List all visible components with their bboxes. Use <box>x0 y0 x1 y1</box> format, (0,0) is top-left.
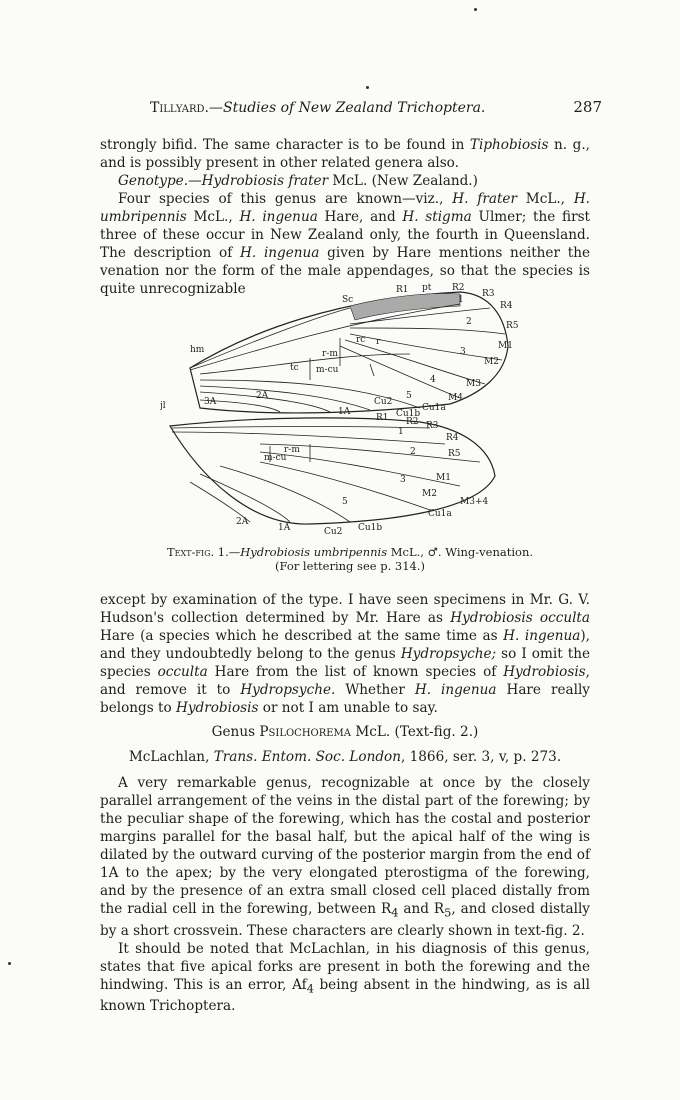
label-r4: R4 <box>500 301 513 311</box>
label-2a: 2A <box>256 391 269 401</box>
paragraph: Four species of this genus are known—viz., H. frater McL., H. umbripennis McL., H. ingenua Hare, and H. stigma Ulmer; the first three of these occur in New Zealand only, the fourth in Queensland. The description of H. ingenua given by Hare mentions neither the venation nor the form of the male appendages, so that the species is quite unrecognizable <box>100 191 591 297</box>
text-block-bottom <box>100 774 590 1015</box>
label-cell-3: 3 <box>460 347 466 357</box>
label-tc: tc <box>290 363 299 373</box>
header-author: Tillyard. <box>150 100 209 116</box>
hind-label-cell-3: 3 <box>400 475 406 485</box>
label-r-m: r-m <box>322 349 338 359</box>
hind-label-cu2: Cu2 <box>324 527 343 537</box>
wing-venation-figure <box>160 276 520 546</box>
hind-label-m-cu: m-cu <box>264 453 287 463</box>
text-block-top <box>100 136 590 298</box>
genotype-line: Genotype.—Hydrobiosis frater McL. (New Zealand.) <box>118 173 478 189</box>
hind-label-m1: M1 <box>436 473 451 483</box>
label-rc: rc <box>356 335 366 345</box>
label-r2: R2 <box>452 283 465 293</box>
hindwing-veins <box>172 427 480 523</box>
hind-label-m2: M2 <box>422 489 437 499</box>
label-m-cu: m-cu <box>316 365 339 375</box>
label-jl: jl <box>160 401 166 411</box>
label-m4: M4 <box>448 393 463 403</box>
hind-label-cu1b: Cu1b <box>358 523 383 533</box>
paragraph: strongly bifid. The same character is to be found in Tiphobiosis n. g., and is possibly present in other related genera also. <box>100 137 591 171</box>
text-block-middle <box>100 591 590 717</box>
label-cu1b: Cu1b <box>396 409 421 419</box>
label-r: r <box>376 337 381 347</box>
print-speck <box>366 86 369 89</box>
label-r1: R1 <box>396 285 409 295</box>
hind-label-r3: R3 <box>426 421 439 431</box>
hind-label-cell-1: 1 <box>398 427 404 437</box>
label-cell-2: 2 <box>466 317 472 327</box>
label-r5: R5 <box>506 321 519 331</box>
label-cell-4: 4 <box>430 375 436 385</box>
print-speck <box>8 962 11 965</box>
label-hm: hm <box>190 345 205 355</box>
label-cell-1: 1 <box>458 295 464 305</box>
label-1a: 1A <box>338 407 351 417</box>
hind-label-r5: R5 <box>448 449 461 459</box>
paragraph: except by examination of the type. I have seen specimens in Mr. G. V. Hudson's collection determined by Mr. Hare as Hydrobiosis occulta Hare (a species which he described at the same time as H. ingenua), and they undoubtedly belong to the genus Hydropsyche; so I omit the species occulta Hare from the list of known species of Hydrobiosis, and remove it to Hydropsyche. Whether H. ingenua Hare really belongs to Hydrobiosis or not I am unable to say. <box>100 592 590 716</box>
paragraph: It should be noted that McLachlan, in his diagnosis of this genus, states that five apical forks are present in both the forewing and the hindwing. This is an error, $Af_4$ being absent in the hindwing, as is all known Trichoptera. <box>100 940 590 1015</box>
page-number: 287 <box>573 98 602 116</box>
hind-label-cell-5: 5 <box>342 497 348 507</box>
label-3a: 3A <box>204 397 217 407</box>
hind-label-m34: M3+4 <box>460 497 489 507</box>
label-pt: pt <box>422 283 432 293</box>
label-m1: M1 <box>498 341 513 351</box>
hind-label-r-m: r-m <box>284 445 300 455</box>
figure-caption-note: (For lettering see p. 314.) <box>275 559 425 573</box>
label-cu1a: Cu1a <box>422 403 446 413</box>
label-m2: M2 <box>484 357 499 367</box>
hind-label-r2: R2 <box>406 417 419 427</box>
hind-label-2a: 2A <box>236 517 249 527</box>
reference-line: McLachlan, Trans. Entom. Soc. London, 1866, ser. 3, v, p. 273. <box>128 749 562 765</box>
hind-label-1a: 1A <box>278 523 291 533</box>
figure-caption: Text-fig. 1.—Hydrobiosis umbripennis McL., ♂. Wing-venation. <box>166 545 534 559</box>
label-sc: Sc <box>342 295 354 305</box>
hind-label-r4: R4 <box>446 433 459 443</box>
hind-label-cu1a: Cu1a <box>428 509 452 519</box>
label-r3: R3 <box>482 289 495 299</box>
hind-label-r1: R1 <box>376 413 389 423</box>
header-title: —Studies of New Zealand Trichoptera. <box>208 100 486 116</box>
label-cu2: Cu2 <box>374 397 393 407</box>
label-m3: M3 <box>466 379 481 389</box>
genus-heading: Genus Psilochorema McL. (Text-fig. 2.) <box>211 724 479 740</box>
running-header <box>150 98 602 116</box>
label-cell-5: 5 <box>406 391 412 401</box>
print-speck <box>474 8 477 11</box>
hind-label-cell-2: 2 <box>410 447 416 457</box>
paragraph: A very remarkable genus, recognizable at once by the closely parallel arrangement of the veins in the distal part of the forewing; by the peculiar shape of the forewing, which has the costal and posterior margins parallel for the basal half, but the apical half of the wing is dilated by the outward curving of the posterior margin from the end of 1A to the apex; by the very elongated pterostigma of the forewing, and by the presence of an extra small closed cell placed distally from the radial cell in the forewing, between $R_4$ and $R_5$, and closed distally by a short crossvein. These characters are clearly shown in text-fig. 2. <box>100 775 590 939</box>
